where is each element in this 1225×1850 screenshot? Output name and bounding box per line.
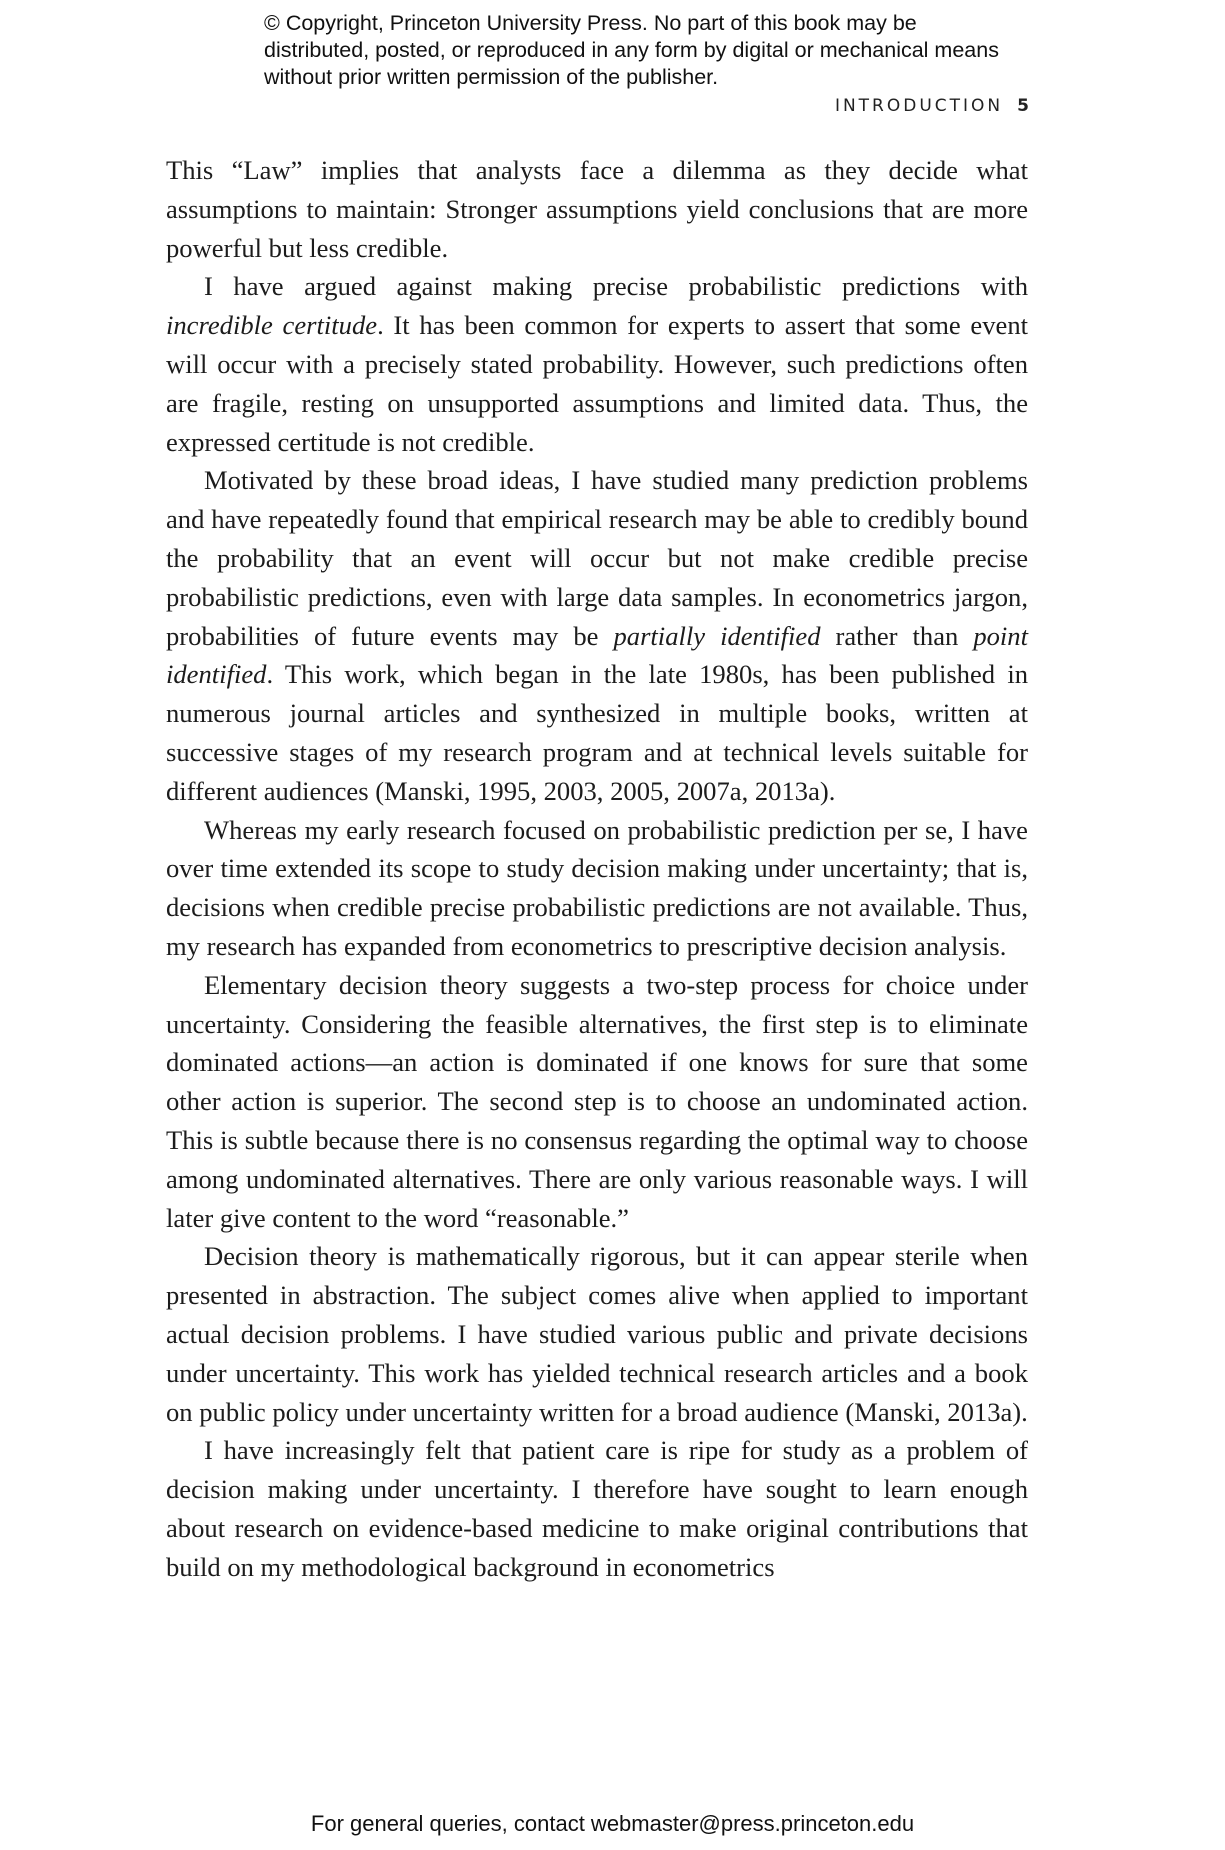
text-run: I have argued against making precise probabilistic predictions with	[204, 271, 1028, 302]
text-run: Elementary decision theory suggests a two-step process for choice under uncertainty. Considering the feasible alternatives, the first step is to eliminate dominated actions—an action is dominated if one knows for sure that some other action is superior. The second step is to choose an undominated action. This is subtle because there is no consensus regarding the optimal way to choose among undominated alternatives. There are only various reasonable ways. I will later give content to the word “reasonable.”	[166, 969, 1028, 1233]
text-run: rather than	[820, 620, 974, 651]
text-run: . This work, which began in the late 1980s, has been published in numerous journal articles and synthesized in multiple books, written at successive stages of my research program and at technical levels suitable for different audiences (Manski, 1995, 2003, 2005, 2007a, 2013a).	[166, 659, 1028, 806]
text-run: . It has been common for experts to assert that some event will occur with a precisely stated probability. However, such predictions often are fragile, resting on unsupported assumptions and limited data. Thus, the expressed certitude is not credible.	[166, 310, 1029, 457]
text-run: Decision theory is mathematically rigorous, but it can appear sterile when presented in abstraction. The subject comes alive when applied to important actual decision problems. I have studied various public and private decisions under uncertainty. This work has yielded technical research articles and a book on public policy under uncertainty written for a broad audience (Manski, 2013a).	[166, 1241, 1028, 1427]
running-head	[835, 96, 1029, 116]
paragraph	[166, 1237, 1028, 1431]
text-run: This “Law” implies that analysts face a dilemma as they decide what assumptions to maintain: Stronger assumptions yield conclusions that are more powerful but less credible.	[166, 155, 1028, 263]
paragraph	[166, 267, 1028, 461]
page-number: 5	[1017, 96, 1029, 116]
text-run: Motivated by these broad ideas, I have studied many prediction problems and have repeatedly found that empirical research may be able to credibly bound the probability that an event will occur but not make credible precise probabilistic predictions, even with large data samples. In econometrics jargon, probabilities of future events may be	[166, 465, 1028, 651]
copyright-notice: © Copyright, Princeton University Press. No part of this book may be distributed, posted, or reproduced in any form by digital or mechanical means without prior written permission of the publisher.	[264, 11, 999, 89]
paragraph	[166, 151, 1028, 267]
italic-term: point identified	[166, 620, 1028, 690]
italic-term: incredible certitude	[166, 310, 378, 341]
paragraph	[166, 1431, 1028, 1586]
italic-term: partially identified	[613, 620, 821, 651]
text-run: I have increasingly felt that patient care is ripe for study as a problem of decision making under uncertainty. I therefore have sought to learn enough about research on evidence-based medicine to make original contributions that build on my methodological background in econometrics	[166, 1435, 1028, 1582]
paragraph	[166, 966, 1028, 1238]
paragraph	[166, 811, 1028, 966]
paragraph	[166, 461, 1028, 810]
body-text	[166, 151, 1028, 1586]
text-run: Whereas my early research focused on probabilistic prediction per se, I have over time extended its scope to study decision making under uncertainty; that is, decisions when credible precise probabilistic predictions are not available. Thus, my research has expanded from econometrics to prescriptive decision analysis.	[166, 814, 1028, 961]
running-head-section: INTRODUCTION	[834, 96, 1004, 116]
footer-contact: For general queries, contact webmaster@press.princeton.edu	[310, 1811, 915, 1836]
